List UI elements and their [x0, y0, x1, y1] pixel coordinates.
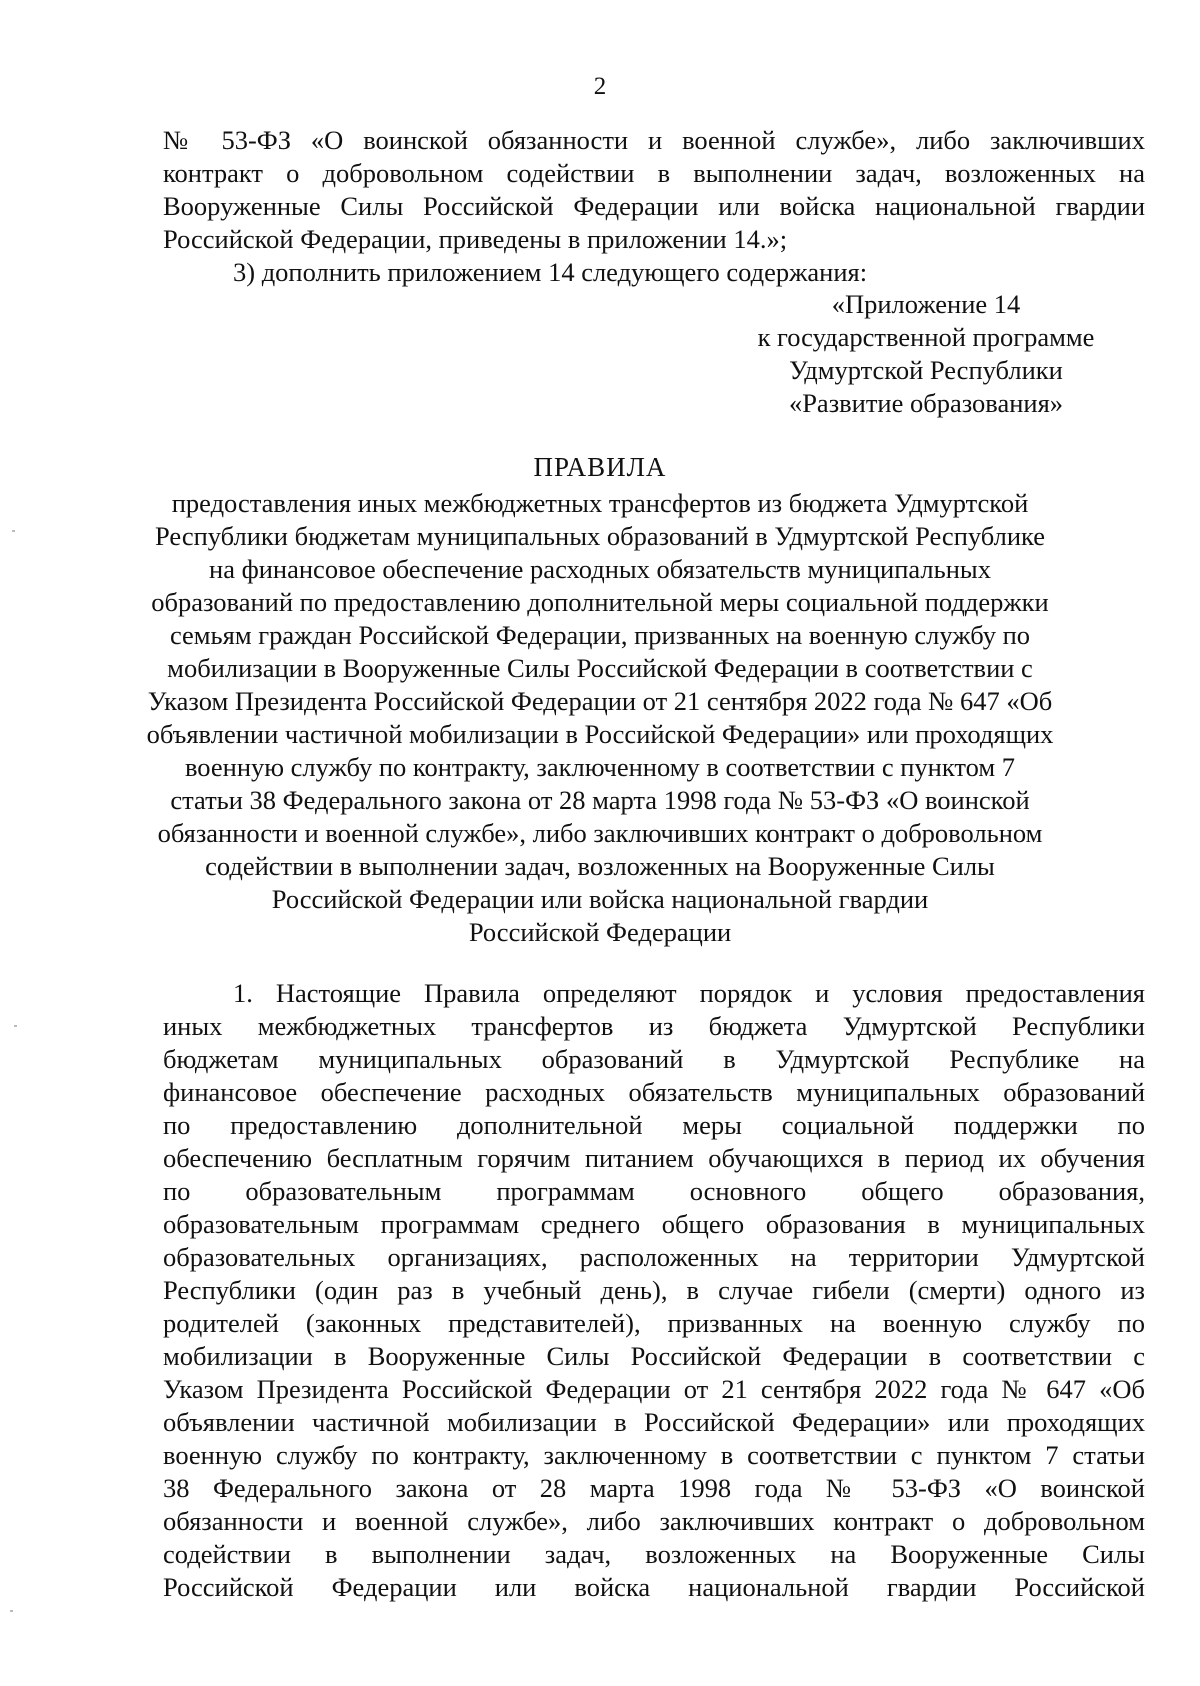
rules-subtitle	[120, 487, 1080, 949]
paragraph-line: мобилизации в Вооруженные Силы Российской Федерации в соответствии с	[163, 1341, 1145, 1371]
scan-speck	[14, 1025, 17, 1027]
item-3: 3) дополнить приложением 14 следующего содержания:	[233, 257, 868, 287]
subtitle-line: Российской Федерации	[468, 917, 732, 947]
subtitle-line: военную службу по контракту, заключенному в соответствии с пунктом 7	[184, 752, 1016, 782]
rules-title: ПРАВИЛА	[533, 452, 667, 482]
page-number: 2	[593, 73, 607, 100]
paragraph-1	[163, 977, 1145, 1604]
intro-line: Вооруженные Силы Российской Федерации или войска национальной гвардии	[163, 191, 1145, 221]
subtitle-line: на финансовое обеспечение расходных обязательств муниципальных	[209, 554, 991, 584]
paragraph-line: по предоставлению дополнительной меры социальной поддержки по	[163, 1110, 1145, 1140]
subtitle-line: семьям граждан Российской Федерации, призванных на военную службу по	[169, 620, 1031, 650]
scan-speck	[10, 1610, 13, 1612]
subtitle-line: мобилизации в Вооруженные Силы Российской Федерации в соответствии с	[167, 653, 1033, 683]
paragraph-line: обязанности и военной службе», либо заключивших контракт о добровольном	[163, 1506, 1145, 1536]
paragraph-line: 1. Настоящие Правила определяют порядок и условия предоставления	[233, 978, 1145, 1008]
paragraph-line: Указом Президента Российской Федерации от 21 сентября 2022 года № 647 «Об	[163, 1374, 1145, 1404]
subtitle-line: предоставления иных межбюджетных трансфертов из бюджета Удмуртской	[171, 488, 1029, 518]
paragraph-line: обеспечению бесплатным горячим питанием обучающихся в период их обучения	[163, 1143, 1145, 1173]
paragraph-line: финансовое обеспечение расходных обязательств муниципальных образований	[163, 1077, 1145, 1107]
paragraph-line: содействии в выполнении задач, возложенных на Вооруженные Силы	[163, 1539, 1145, 1569]
appendix-line: «Развитие образования»	[788, 388, 1064, 418]
paragraph-line: 38 Федерального закона от 28 марта 1998 года № 53-ФЗ «О воинской	[163, 1473, 1145, 1503]
paragraph-line: объявлении частичной мобилизации в Российской Федерации» или проходящих	[163, 1407, 1145, 1437]
paragraph-line: военную службу по контракту, заключенному в соответствии с пунктом 7 статьи	[163, 1440, 1145, 1470]
intro-line: контракт о добровольном содействии в выполнении задач, возложенных на	[163, 158, 1145, 188]
subtitle-line: образований по предоставлению дополнительной меры социальной поддержки	[151, 587, 1049, 617]
subtitle-line: Республики бюджетам муниципальных образований в Удмуртской Республике	[155, 521, 1045, 551]
paragraph-line: образовательных организациях, расположенных на территории Удмуртской	[163, 1242, 1145, 1272]
subtitle-line: объявлении частичной мобилизации в Российской Федерации» или проходящих	[146, 719, 1054, 749]
appendix-line: «Приложение 14	[831, 289, 1021, 319]
scan-speck	[12, 530, 15, 532]
intro-line: Российской Федерации, приведены в приложении 14.»;	[163, 224, 788, 254]
paragraph-line: иных межбюджетных трансфертов из бюджета Удмуртской Республики	[163, 1011, 1145, 1041]
paragraph-line: Российской Федерации или войска национальной гвардии Российской	[163, 1572, 1145, 1602]
paragraph-line: по образовательным программам основного общего образования,	[163, 1176, 1145, 1206]
appendix-line: к государственной программе	[757, 322, 1095, 352]
subtitle-line: Российской Федерации или войска национальной гвардии	[271, 884, 929, 914]
subtitle-line: статьи 38 Федерального закона от 28 марта 1998 года № 53-ФЗ «О воинской	[170, 785, 1030, 815]
paragraph-line: образовательным программам среднего общего образования в муниципальных	[163, 1209, 1145, 1239]
appendix-line: Удмуртской Республики	[789, 355, 1063, 385]
subtitle-line: Указом Президента Российской Федерации от 21 сентября 2022 года № 647 «Об	[147, 686, 1053, 716]
paragraph-line: родителей (законных представителей), призванных на военную службу по	[163, 1308, 1145, 1338]
subtitle-line: содействии в выполнении задач, возложенных на Вооруженные Силы	[205, 851, 995, 881]
intro-line: № 53-ФЗ «О воинской обязанности и военной службе», либо заключивших	[163, 125, 1145, 155]
subtitle-line: обязанности и военной службе», либо заключивших контракт о добровольном	[157, 818, 1043, 848]
appendix-header	[726, 288, 1126, 420]
paragraph-line: Республики (один раз в учебный день), в случае гибели (смерти) одного из	[163, 1275, 1145, 1305]
paragraph-line: бюджетам муниципальных образований в Удмуртской Республике на	[163, 1044, 1145, 1074]
intro-paragraph	[163, 124, 1145, 256]
